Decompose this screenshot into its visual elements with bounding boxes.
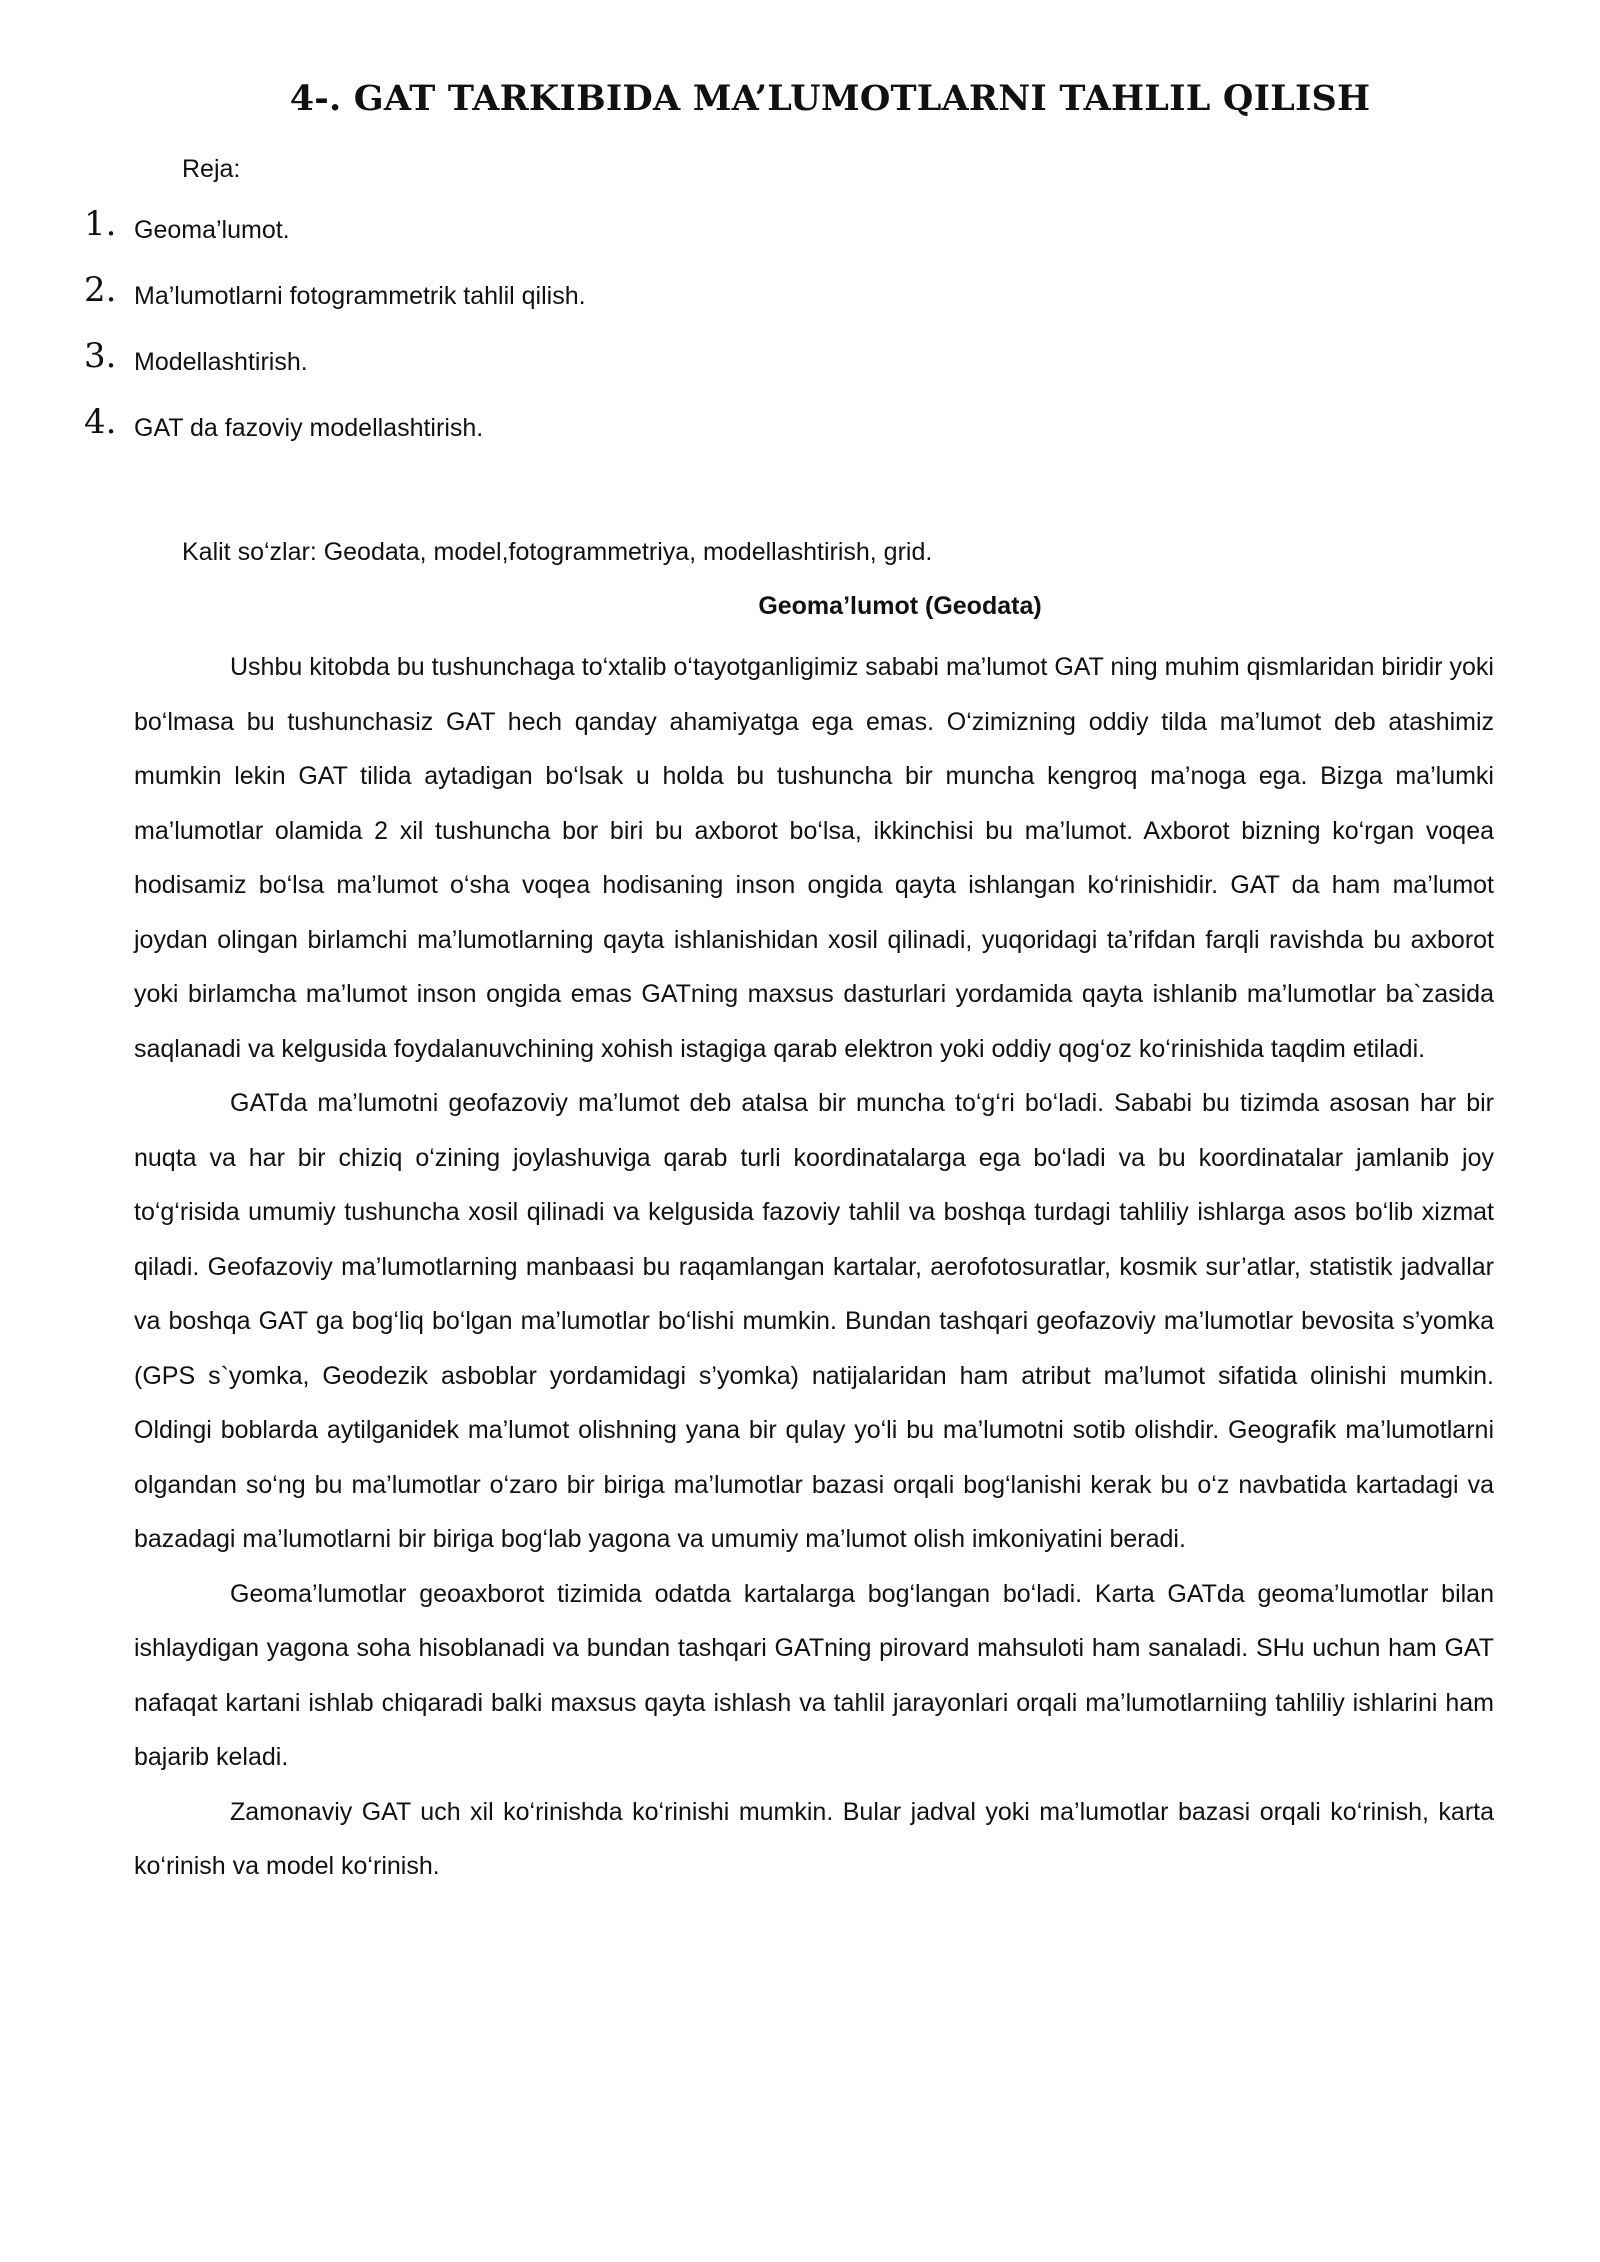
- plan-item-text: Modellashtirish.: [134, 348, 308, 376]
- plan-item-number: 1.: [84, 204, 117, 244]
- plan-label: Reja:: [182, 155, 241, 183]
- plan-item-number: 2.: [84, 270, 117, 310]
- plan-item-number: 3.: [84, 336, 117, 376]
- paragraph: Ushbu kitobda bu tushunchaga to‘xtalib o‘tayotganligimiz sababi ma’lumot GAT ning muhim qismlaridan biridir yoki bo‘lmasa bu tushunchasiz GAT hech qanday ahamiyatga ega emas. O‘zimizning oddiy tilda ma’lumot deb atashimiz mumkin lekin GAT tilida aytadigan bo‘lsak u holda bu tushuncha bir muncha kengroq ma’noga ega. Bizga ma’lumki ma’lumotlar olamida 2 xil tushuncha bor biri bu axborot bo‘lsa, ikkinchisi bu ma’lumot. Axborot bizning ko‘rgan voqea hodisamiz bo‘lsa ma’lumot o‘sha voqea hodisaning inson ongida qayta ishlangan ko‘rinishidir. GAT da ham ma’lumot joydan olingan birlamchi ma’lumotlarning qayta ishlanishidan xosil qilinadi, yuqoridagi ta’rifdan farqli ravishda bu axborot yoki birlamcha ma’lumot inson ongida emas GATning maxsus dasturlari yordamida qayta ishlanib ma’lumotlar ba`zasida saqlanadi va kelgusida foydalanuvchining xohish istagiga qarab elektron yoki oddiy qog‘oz ko‘rinishida taqdim etiladi.: [134, 653, 1494, 1063]
- plan-item-text: GAT da fazoviy modellashtirish.: [134, 414, 484, 442]
- paragraph: GATda ma’lumotni geofazoviy ma’lumot deb atalsa bir muncha to‘g‘ri bo‘ladi. Sababi bu tizimda asosan har bir nuqta va har bir chiziq o‘zining joylashuviga qarab turli koordinatalarga ega bo‘ladi va bu koordinatalar jamlanib joy to‘g‘risida umumiy tushuncha xosil qilinadi va kelgusida fazoviy tahlil va boshqa turdagi tahliliy ishlarga asos bo‘lib xizmat qiladi. Geofazoviy ma’lumotlarning manbaasi bu raqamlangan kartalar, aerofotosuratlar, kosmik sur’atlar, statistik jadvallar va boshqa GAT ga bog‘liq bo‘lgan ma’lumotlar bo‘lishi mumkin. Bundan tashqari geofazoviy ma’lumotlar bevosita s’yomka (GPS s`yomka, Geodezik asboblar yordamidagi s’yomka) natijalaridan ham atribut ma’lumot sifatida olinishi mumkin. Oldingi boblarda aytilganidek ma’lumot olishning yana bir qulay yo‘li bu ma’lumotni sotib olishdir. Geografik ma’lumotlarni olgandan so‘ng bu ma’lumotlar o‘zaro bir biriga ma’lumotlar bazasi orqali bog‘lanishi kerak bu o‘z navbatida kartadagi va bazadagi ma’lumotlarni bir biriga bog‘lab yagona va umumiy ma’lumot olish imkoniyatini beradi.: [134, 1089, 1494, 1553]
- plan-item-text: Ma’lumotlarni fotogrammetrik tahlil qilish.: [134, 282, 586, 310]
- paragraph: Zamonaviy GAT uch xil ko‘rinishda ko‘rinishi mumkin. Bular jadval yoki ma’lumotlar bazasi orqali ko‘rinish, karta ko‘rinish va model ko‘rinish.: [134, 1797, 1494, 1880]
- section-title: Geoma’lumot (Geodata): [758, 592, 1042, 620]
- keywords-line: Kalit so‘zlar: Geodata, model,fotogrammetriya, modellashtirish, grid.: [182, 538, 933, 566]
- paragraph: Geoma’lumotlar geoaxborot tizimida odatda kartalarga bog‘langan bo‘ladi. Karta GATda geoma’lumotlar bilan ishlaydigan yagona soha hisoblanadi va bundan tashqari GATning pirovard mahsuloti ham sanaladi. SHu uchun ham GAT nafaqat kartani ishlab chiqaradi balki maxsus qayta ishlash va tahlil jarayonlari orqali ma’lumotlarniing tahliliy ishlarini ham bajarib keladi.: [134, 1579, 1494, 1771]
- plan-item-text: Geoma’lumot.: [134, 216, 290, 244]
- body-text: [134, 640, 1494, 1894]
- chapter-title: 4-. GAT TARKIBIDA MA’LUMOTLARNI TAHLIL QILISH: [289, 78, 1371, 119]
- plan-item-number: 4.: [84, 402, 117, 442]
